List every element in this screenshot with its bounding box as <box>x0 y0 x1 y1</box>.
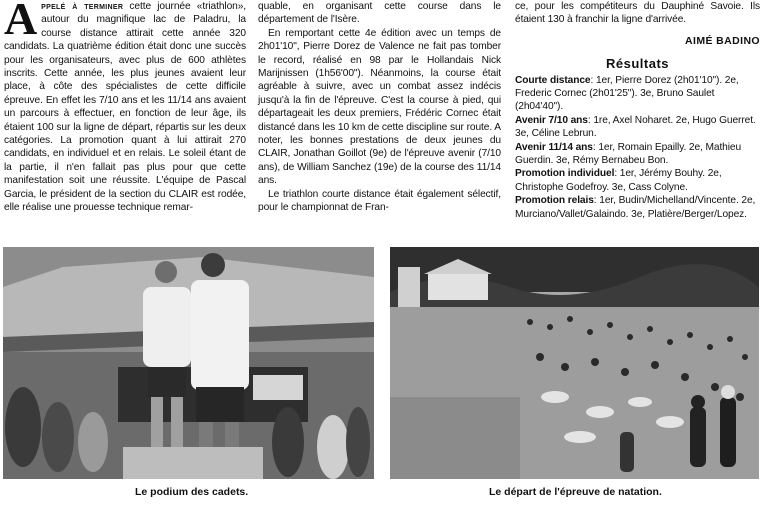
article-paragraph: ce, pour les compétiteurs du Dauphiné Savoie. Ils étaient 130 à franchir la ligne d'arrivée. <box>515 1 760 26</box>
article-paragraph: En remportant cette 4e édition avec un temps de 2h01'10", Pierre Dorez de Valence ne fait pas tomber le record, réalisé en 98 par le Hollandais Nick Marijnissen (1h56'00"). Néanmoins, la course était agréable à suivre, avec un combat assez indécis jusqu'à la fin de l'épreuve. C'est la course à pied, qui départageait les deux premiers, Frédéric Cornec était distancé dans les 10 km de cette discipline sur route. A noter, les bonnes prestations de deux jeunes du CLAIR, Jonathan Goillot (9e) de l'épreuve avenir (7/10 ans), de William Sanchez (19e) de la course des 11/14 ans. <box>258 27 501 187</box>
photo-caption: Le podium des cadets. <box>135 486 249 498</box>
lead-in: ppelé à terminer <box>41 1 124 12</box>
drop-cap: A <box>4 0 38 44</box>
article-column-3 <box>515 0 760 221</box>
result-row: Avenir 11/14 ans: 1er, Romain Epailly. 2e, Mathieu Guerdin. 3e, Rémy Bernabeu Bon. <box>515 141 742 167</box>
article-column-1 <box>4 0 246 215</box>
results-list <box>515 74 760 221</box>
result-row: Avenir 7/10 ans: 1re, Axel Noharet. 2e, Hugo Guerret. 3e, Céline Lebrun. <box>515 114 756 140</box>
podium-photo <box>3 247 374 479</box>
article-paragraph: cette journée «triathlon», autour du magnifique lac de Paladru, la course distance attirait cette année 320 candidats. La quatrième édition était donc une succès pour les organisateurs, avec plus de 600 athlètes inscrits. Cette année, les plus jeunes avaient leur place, à côte des spécialistes de cette difficile épreuve. En effet les 7/10 ans et les 11/14 ans avaient un parcours à effectuer, en fonction de leur âge, ils étaient 100 sur la ligne de départ, répartis sur les deux catégories. La promotion quant à lui attirait 270 candidats, en individuel et en relais. Le soleil étant de la partie, il n'en fallait pas plus pour que cette manifestation soit une réussite. L'équipe de Pascal Garcia, le président de la section du CLAIR est rodée, elle réalise une prouesse technique remar- <box>4 1 246 214</box>
result-row: Promotion individuel: 1er, Jérémy Bouhy. 2e, Christophe Godefroy. 3e, Cass Colyne. <box>515 168 722 193</box>
article-column-2 <box>258 0 501 215</box>
author-byline: AIMÉ BADINO <box>685 34 760 47</box>
photo-caption: Le départ de l'épreuve de natation. <box>489 486 662 498</box>
swim-start-photo <box>390 247 759 479</box>
result-row: Courte distance: 1er, Pierre Dorez (2h01'10"). 2e, Frederic Cornec (2h01'25"). 3e, Bruno Saulet (2h04'40"). <box>515 74 739 113</box>
results-title: Résultats <box>605 56 670 72</box>
article-paragraph: quable, en organisant cette course dans le département de l'Isère. <box>258 1 501 26</box>
article-paragraph: Le triathlon courte distance était également sélectif, pour le championnat de Fran- <box>258 188 501 214</box>
result-row: Promotion relais: 1er, Budin/Michelland/Vincente. 2e, Murciano/Vallet/Galaindo. 3e, Platière/Berger/Lopez. <box>515 195 756 220</box>
